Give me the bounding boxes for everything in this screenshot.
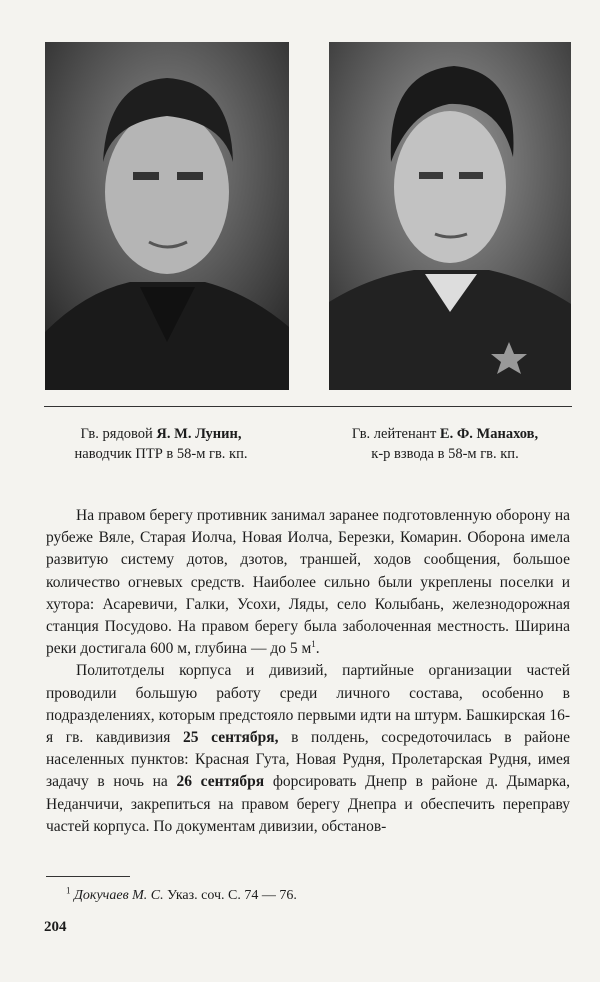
caption-divider: [44, 406, 572, 407]
main-text: [46, 505, 570, 838]
caption-rank: Гв. рядовой: [80, 426, 153, 442]
caption-rank: Гв. лейтенант: [351, 426, 437, 442]
river-depth: 5 м: [289, 640, 312, 658]
caption-name: Е. Ф. Манахов,: [439, 426, 539, 442]
portrait-photo-manakhov: [329, 42, 571, 390]
caption-role: наводчик ПТР в 58-м гв. кп.: [74, 446, 248, 462]
photo-caption-left: [36, 424, 286, 464]
footnote: $^1$ Докучаев М. С. Указ. соч. С. 74 — 76.: [66, 885, 297, 903]
paragraph-1: На правом берегу противник занимал заранее подготовленную оборону на рубеже Вяле, Старая Иолча, Новая Иолча, Березки, Комарин. Оборона имела развитую систему дотов, дзотов, траншей, ходов сообщения, большое количество огневых средств. Наиболее сильно были укреплены поселки и хутора: Асаревичи, Галки, Усохи, Ляды, село Колыбань, железнодорожная станция Посудово. На правом берегу была заболоченная местность. Ширина реки достигала 600 м, глубина — до 5 $м^1$.: [46, 507, 570, 658]
caption-role: к-р взвода в 58-м гв. кп.: [371, 446, 519, 462]
portrait-photo-lunin: [45, 42, 289, 390]
caption-name: Я. М. Лунин,: [156, 426, 242, 442]
date-25-sept: 25 сентября,: [183, 729, 279, 747]
photo-caption-right: [320, 424, 570, 464]
date-26-sept: 26 сентября: [176, 773, 265, 791]
footnote-author: Докучаев М. С.: [74, 888, 164, 903]
footnote-divider: [46, 876, 130, 877]
river-width: 600 м,: [150, 640, 191, 658]
paragraph-2: Политотделы корпуса и дивизий, партийные организации частей проводили большую работу среди личного состава, особенно в подразделениях, которым предстояло первыми идти на штурм. Башкирская 16-я гв. кавдивизия 25 сентября, в полдень, сосредоточилась в районе населенных пунктов: Красная Гута, Новая Рудня, Пролетарская Рудня, имея задачу в ночь на 26 сентября форсировать Днепр в районе д. Дымарка, Неданчичи, закрепиться на правом берегу Днепра и обеспечить переправу частей корпуса. По документам дивизии, обстанов-: [46, 662, 571, 835]
page-number: 204: [44, 919, 67, 935]
footnote-ref: 1: [311, 639, 316, 650]
